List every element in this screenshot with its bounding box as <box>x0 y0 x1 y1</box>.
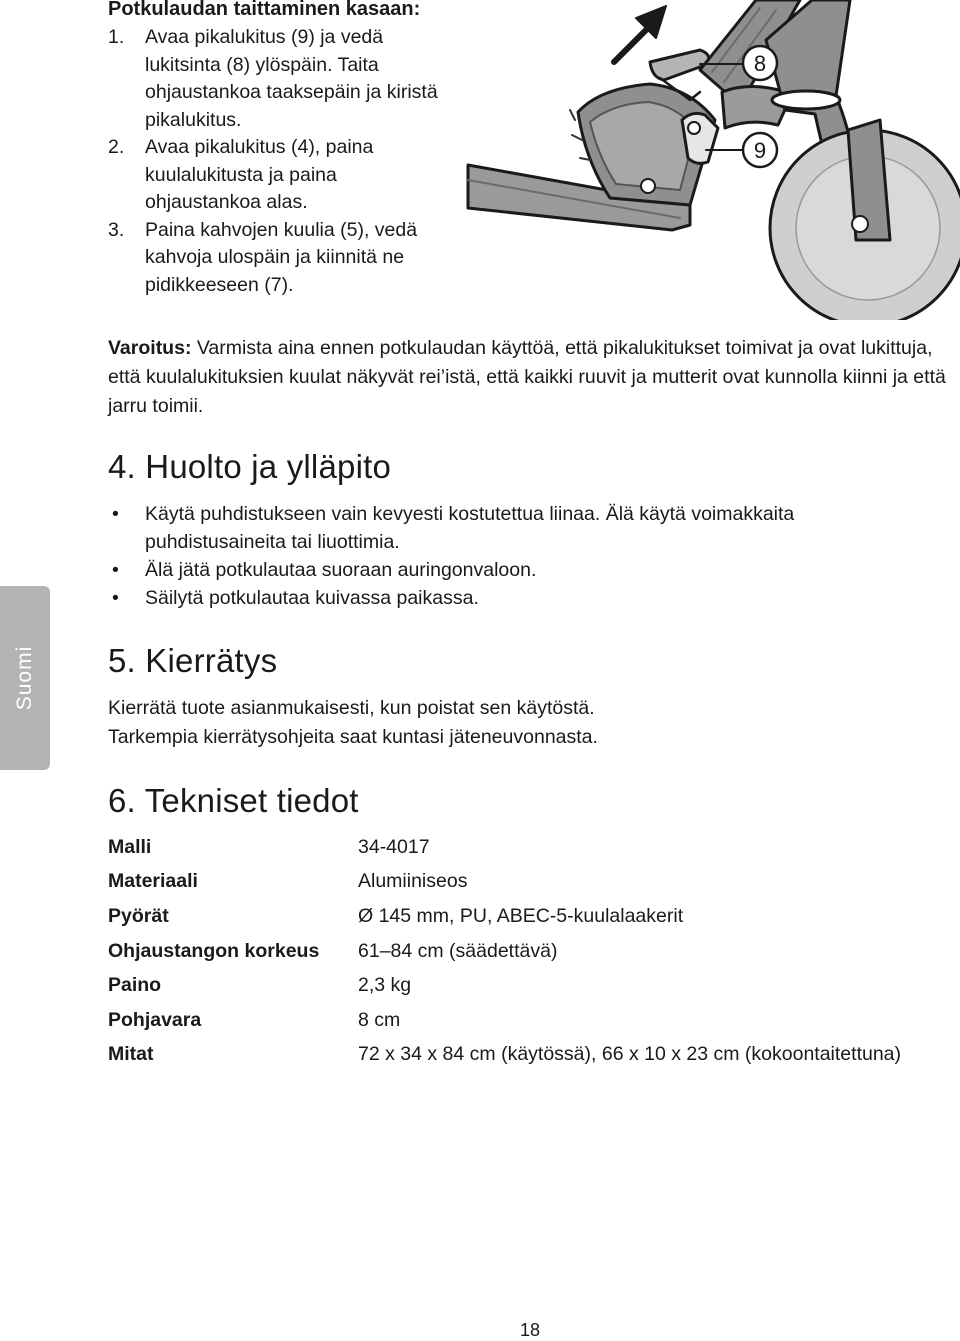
recycling-line: Tarkempia kierrätysohjeita saat kuntasi jäteneuvonnasta. <box>108 726 598 748</box>
callout-9-label: 9 <box>753 138 767 163</box>
fold-step <box>108 134 448 217</box>
table-row <box>108 934 901 969</box>
table-row <box>108 1003 901 1038</box>
recycling-text <box>108 694 598 752</box>
callout-8-badge <box>743 46 777 80</box>
bullet-icon: • <box>112 587 119 609</box>
list-item <box>108 584 808 612</box>
list-item-text: Käytä puhdistukseen vain kevyesti kostutettua liinaa. Älä käytä voimakkaita puhdistusaineita tai liuottimia. <box>145 503 795 553</box>
spec-value: 61–84 cm (säädettävä) <box>358 939 558 962</box>
step-number: 2. <box>108 136 125 158</box>
step-text: Avaa pikalukitus (9) ja vedä lukitsinta (8) ylöspäin. Taita ohjaustankoa taaksepäin ja kiristä pikalukitus. <box>145 26 438 131</box>
direction-arrow-icon <box>614 26 650 62</box>
table-row <box>108 899 901 934</box>
list-item <box>108 556 808 584</box>
spec-key: Pyörät <box>108 904 169 927</box>
table-row <box>108 830 901 865</box>
language-label: Suomi <box>13 645 36 711</box>
callout-8-label: 8 <box>753 51 767 76</box>
list-item <box>108 500 808 556</box>
bullet-icon: • <box>112 503 119 525</box>
spec-value: Ø 145 mm, PU, ABEC-5-kuulalaakerit <box>358 904 684 927</box>
bullet-icon: • <box>112 559 119 581</box>
recycling-line: Kierrätä tuote asianmukaisesti, kun poistat sen käytöstä. <box>108 697 595 719</box>
table-row <box>108 1038 901 1073</box>
warning-label: Varoitus: <box>108 337 192 359</box>
step-number: 3. <box>108 218 125 241</box>
spec-value: 72 x 34 x 84 cm (käytössä), 66 x 10 x 23 cm (kokoontaitettuna) <box>358 1043 902 1066</box>
maintenance-heading: 4. Huolto ja ylläpito <box>108 448 392 485</box>
spec-value: Alumiiniseos <box>358 870 468 893</box>
spec-key: Pohjavara <box>108 1008 202 1031</box>
step-text: Paina kahvojen kuulia (5), vedä kahvoja ulospäin ja kiinnitä ne pidikkeeseen (7). <box>145 218 418 296</box>
spec-value: 2,3 kg <box>358 974 412 997</box>
fold-step <box>108 24 448 134</box>
step-number: 1. <box>108 26 125 48</box>
spec-key: Paino <box>108 974 162 997</box>
fold-step <box>108 217 448 300</box>
maintenance-list <box>108 500 808 612</box>
warning-text: Varmista aina ennen potkulaudan käyttöä, että pikalukitukset toimivat ja ovat lukittuja, että kuulalukituksien kuulat näkyvät rei’istä, että kaikki ruuvit ja mutterit ovat kunnolla kiinni ja että jarru toimii. <box>108 337 946 417</box>
callout-9-badge <box>743 133 777 167</box>
fold-instructions-title: Potkulaudan taittaminen kasaan: <box>108 0 421 20</box>
fold-steps-list <box>108 24 448 299</box>
specs-heading: 6. Tekniset tiedot <box>108 782 359 819</box>
list-item-text: Säilytä potkulautaa kuivassa paikassa. <box>145 587 479 609</box>
spec-key: Materiaali <box>108 870 198 893</box>
spec-key: Malli <box>108 835 152 858</box>
spec-key: Mitat <box>108 1043 154 1066</box>
warning-paragraph <box>108 334 958 421</box>
spec-value: 34-4017 <box>358 835 430 858</box>
step-text: Avaa pikalukitus (4), paina kuulalukitusta ja paina ohjaustankoa alas. <box>145 136 374 213</box>
scooter-folding-illustration <box>466 0 960 320</box>
page-number: 18 <box>519 1320 541 1340</box>
list-item-text: Älä jätä potkulautaa suoraan auringonvaloon. <box>145 559 537 581</box>
spec-value: 8 cm <box>358 1008 401 1031</box>
recycling-heading: 5. Kierrätys <box>108 642 278 679</box>
table-row <box>108 865 901 900</box>
table-row <box>108 968 901 1003</box>
spec-key: Ohjaustangon korkeus <box>108 939 320 962</box>
language-side-tab <box>0 586 50 770</box>
specs-table <box>108 830 901 1072</box>
